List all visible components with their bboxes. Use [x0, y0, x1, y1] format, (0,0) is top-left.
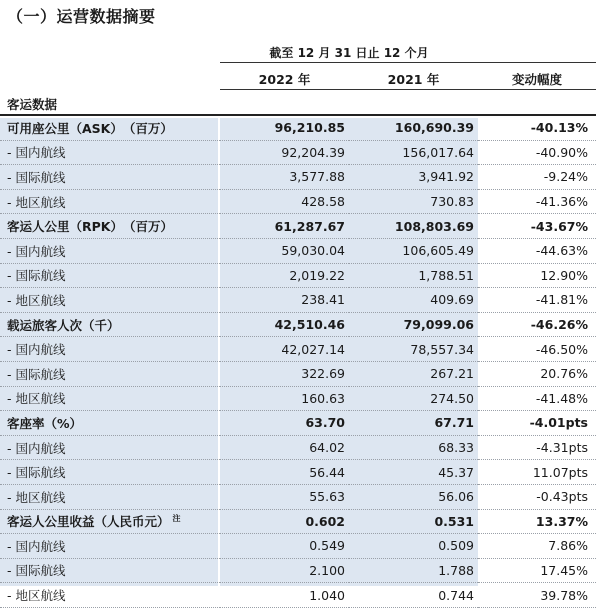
row-label-cell: [0, 263, 220, 288]
row-label: - 国内航线: [7, 243, 66, 259]
row-label-cell: [0, 435, 220, 460]
value-2022: 61,287.67: [220, 214, 349, 239]
value-change: -40.90%: [478, 140, 596, 165]
row-label-cell: [0, 214, 220, 239]
value-change: 13.37%: [478, 509, 596, 534]
value-2021: 45.37: [349, 460, 478, 485]
row-label-cell: [0, 534, 220, 559]
table-row-route: [0, 435, 596, 460]
value-change: -40.13%: [478, 116, 596, 140]
table-row-route: [0, 288, 596, 313]
value-2022: 96,210.85: [220, 116, 349, 140]
value-2021: 730.83: [349, 189, 478, 214]
value-2022: 92,204.39: [220, 140, 349, 165]
row-label: - 地区航线: [7, 489, 66, 505]
table-row-route: [0, 165, 596, 190]
table-row-metric: [0, 116, 596, 140]
value-2022: 42,510.46: [220, 312, 349, 337]
row-label-cell: [0, 140, 220, 165]
row-label: - 国内航线: [7, 145, 66, 161]
value-2021: 409.69: [349, 288, 478, 313]
row-label-cell: [0, 337, 220, 362]
value-2021: 0.509: [349, 534, 478, 559]
value-2021: 0.531: [349, 509, 478, 534]
table-row-metric: [0, 214, 596, 239]
row-label: - 国际航线: [7, 268, 66, 284]
row-label: - 国内航线: [7, 342, 66, 358]
row-label-cell: [0, 189, 220, 214]
row-label-cell: [0, 460, 220, 485]
table-row-metric: [0, 411, 596, 436]
row-label: - 国际航线: [7, 366, 66, 382]
value-2022: 238.41: [220, 288, 349, 313]
row-label-cell: [0, 288, 220, 313]
section-label: 客运数据: [7, 97, 58, 112]
row-label-cell: [0, 558, 220, 583]
row-label-cell: [0, 312, 220, 337]
table-row-route: [0, 386, 596, 411]
column-header-2022: 2022 年: [258, 72, 311, 87]
row-label: 载运旅客人次（千）: [7, 317, 120, 333]
value-change: -41.36%: [478, 189, 596, 214]
table-row-route: [0, 263, 596, 288]
table-row-route: [0, 361, 596, 386]
value-change: -41.48%: [478, 386, 596, 411]
row-label-cell: [0, 386, 220, 411]
header-divider: [220, 89, 596, 90]
value-2021: 0.744: [349, 583, 478, 608]
row-label: - 国际航线: [7, 169, 66, 185]
row-label: 客运人公里收益（人民币元）: [7, 514, 170, 530]
period-divider: [220, 62, 596, 63]
row-label: 客运人公里（RPK） （百万）: [7, 219, 173, 235]
row-label: 客座率（%）: [7, 415, 83, 431]
row-label: - 国内航线: [7, 538, 66, 554]
value-2022: 2.100: [220, 558, 349, 583]
table-row-route: [0, 558, 596, 583]
value-2021: 274.50: [349, 386, 478, 411]
row-label: - 国际航线: [7, 465, 66, 481]
row-label-cell: [0, 411, 220, 436]
value-2021: 67.71: [349, 411, 478, 436]
row-label: - 地区航线: [7, 588, 66, 604]
value-2022: 160.63: [220, 386, 349, 411]
value-change: 39.78%: [478, 583, 596, 608]
row-label: - 地区航线: [7, 194, 66, 210]
value-change: -0.43pts: [478, 484, 596, 509]
value-2021: 267.21: [349, 361, 478, 386]
table-row-route: [0, 238, 596, 263]
row-label-cell: [0, 509, 220, 534]
value-change: -41.81%: [478, 288, 596, 313]
value-2022: 63.70: [220, 411, 349, 436]
value-2022: 55.63: [220, 484, 349, 509]
value-change: 17.45%: [478, 558, 596, 583]
row-label-cell: [0, 583, 220, 608]
table-row-route: [0, 460, 596, 485]
value-2022: 0.602: [220, 509, 349, 534]
value-2021: 68.33: [349, 435, 478, 460]
row-label-cell: [0, 238, 220, 263]
operating-data-table: [0, 116, 596, 608]
row-label-cell: [0, 116, 220, 140]
value-2022: 322.69: [220, 361, 349, 386]
value-change: 12.90%: [478, 263, 596, 288]
row-label: - 地区航线: [7, 292, 66, 308]
table-row-route: [0, 583, 596, 608]
value-2022: 64.02: [220, 435, 349, 460]
value-2021: 160,690.39: [349, 116, 478, 140]
row-label: - 地区航线: [7, 391, 66, 407]
column-header-change: 变动幅度: [511, 72, 562, 87]
value-change: -43.67%: [478, 214, 596, 239]
value-change: -46.26%: [478, 312, 596, 337]
table-row-route: [0, 140, 596, 165]
row-label: 可用座公里（ASK） （百万）: [7, 120, 173, 136]
row-label-cell: [0, 361, 220, 386]
value-2021: 156,017.64: [349, 140, 478, 165]
value-2022: 59,030.04: [220, 238, 349, 263]
value-change: 7.86%: [478, 534, 596, 559]
value-change: -46.50%: [478, 337, 596, 362]
row-label-cell: [0, 165, 220, 190]
table-row-route: [0, 189, 596, 214]
table-body: [0, 116, 596, 607]
value-2022: 2,019.22: [220, 263, 349, 288]
value-2021: 79,099.06: [349, 312, 478, 337]
value-change: -4.31pts: [478, 435, 596, 460]
table-row-metric: [0, 312, 596, 337]
row-label: - 国际航线: [7, 563, 66, 579]
value-2022: 56.44: [220, 460, 349, 485]
value-2022: 428.58: [220, 189, 349, 214]
column-header-2021: 2021 年: [387, 72, 440, 87]
footnote-mark: 注: [172, 514, 181, 524]
table-row-metric: [0, 509, 596, 534]
value-2021: 108,803.69: [349, 214, 478, 239]
value-2022: 0.549: [220, 534, 349, 559]
period-header: 截至 12 月 31 日止 12 个月: [269, 46, 429, 60]
table-row-route: [0, 337, 596, 362]
value-2022: 42,027.14: [220, 337, 349, 362]
value-2021: 1.788: [349, 558, 478, 583]
value-2022: 1.040: [220, 583, 349, 608]
value-change: -4.01pts: [478, 411, 596, 436]
value-change: -9.24%: [478, 165, 596, 190]
row-label-cell: [0, 484, 220, 509]
value-change: -44.63%: [478, 238, 596, 263]
value-2022: 3,577.88: [220, 165, 349, 190]
value-2021: 78,557.34: [349, 337, 478, 362]
row-label: - 国内航线: [7, 440, 66, 456]
value-2021: 106,605.49: [349, 238, 478, 263]
value-change: 20.76%: [478, 361, 596, 386]
section-title: （一）运营数据摘要: [7, 7, 156, 26]
value-2021: 1,788.51: [349, 263, 478, 288]
value-2021: 3,941.92: [349, 165, 478, 190]
value-change: 11.07pts: [478, 460, 596, 485]
table-row-route: [0, 484, 596, 509]
table-row-route: [0, 534, 596, 559]
value-2021: 56.06: [349, 484, 478, 509]
